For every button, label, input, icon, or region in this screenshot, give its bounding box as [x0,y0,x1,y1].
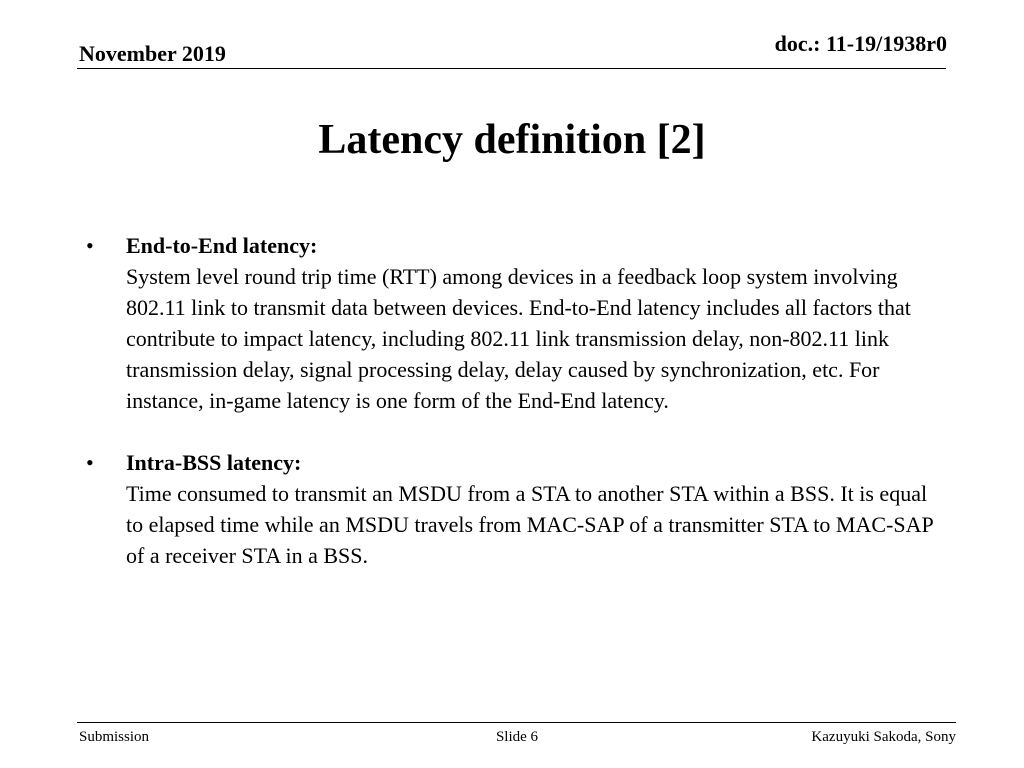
bullet-item-end-to-end-latency [78,230,948,416]
bullet-marker: • [86,233,94,258]
header-date: November 2019 [79,41,226,66]
bullet-text: Time consumed to transmit an MSDU from a STA to another STA within a BSS. It is equal to elapsed time while an MSDU travels from MAC-SAP of a transmitter STA to MAC-SAP of a receiver STA in a BSS. [126,481,933,568]
header-divider [77,68,946,69]
bullet-heading: End-to-End latency: [126,233,318,258]
bullet-heading: Intra-BSS latency: [126,450,302,475]
bullet-list [78,230,948,571]
bullet-text: System level round trip time (RTT) among devices in a feedback loop system involving 802.11 link to transmit data between devices. End-to-End latency includes all factors that contribute to impact latency, including 802.11 link transmission delay, non-802.11 link transmission delay, signal processing delay, delay caused by synchronization, etc. For instance, in-game latency is one form of the End-End latency. [126,264,911,413]
bullet-marker: • [86,450,94,475]
slide-title: Latency definition [2] [318,117,706,163]
bullet-item-intra-bss-latency [78,447,948,571]
footer-submission: Submission [79,729,150,745]
header-doc-id: doc.: 11-19/1938r0 [774,31,947,56]
footer-slide-number: Slide 6 [495,729,539,745]
footer-divider [77,722,956,723]
footer-author: Kazuyuki Sakoda, Sony [811,729,956,745]
